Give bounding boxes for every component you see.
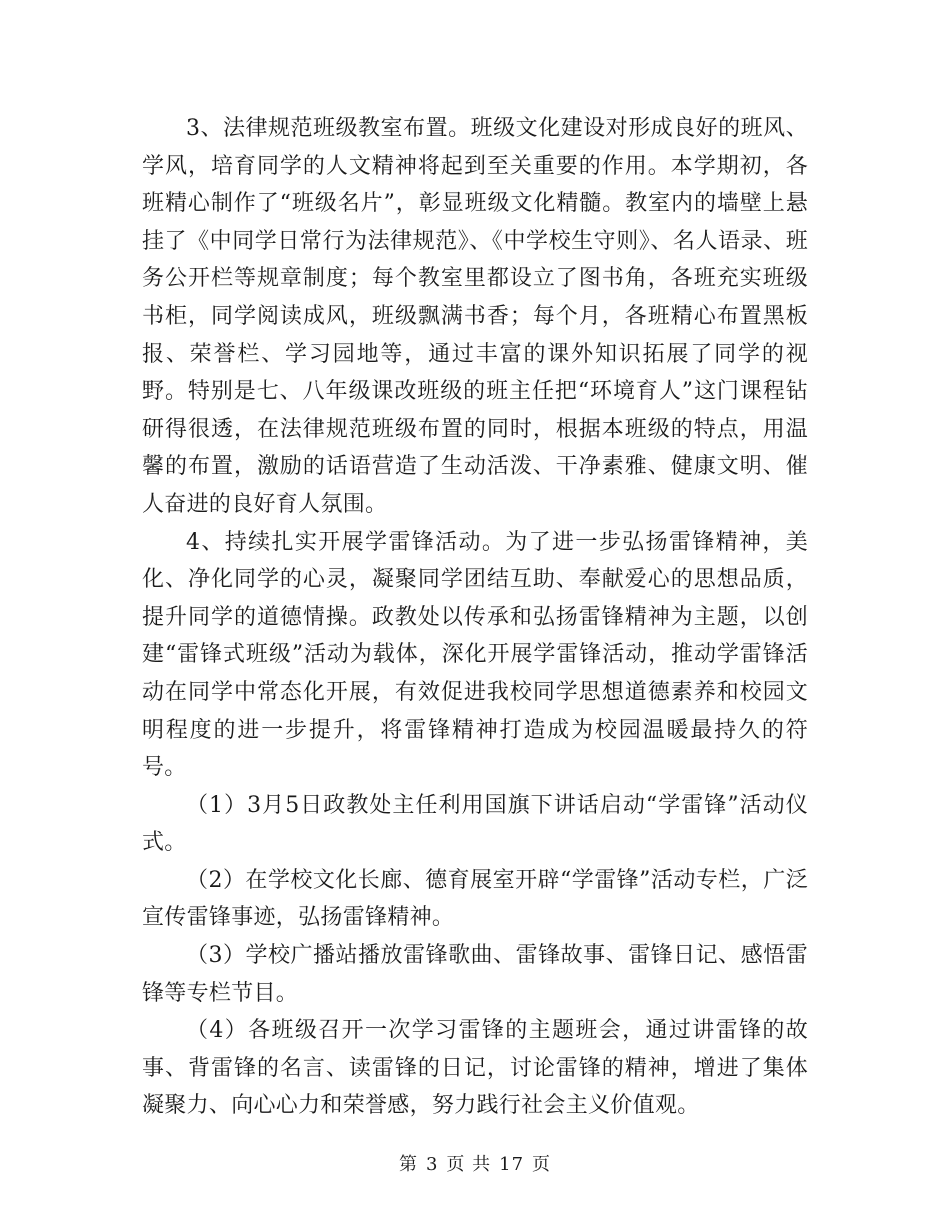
paragraph-lei-feng-activity: 4、持续扎实开展学雷锋活动。为了进一步弘扬雷锋精神，美化、净化同学的心灵，凝聚同学团结互助、奉献爱心的思想品质，提升同学的道德情操。政教处以传承和弘扬雷锋精神为主题，以创建“雷锋式班级”活动为载体，深化开展学雷锋活动，推动学雷锋活动在同学中常态化开展，有效促进我校同学思想道德素养和校园文明程度的进一步提升，将雷锋精神打造成为校园温暖最持久的符号。 — [142, 529, 808, 781]
document-body — [142, 110, 808, 1125]
footer-total-pages: 17 — [499, 1154, 525, 1175]
list-item-1: （1）3月5日政教处主任利用国旗下讲话启动“学雷锋”活动仪式。 — [142, 792, 808, 856]
list-item-3: （3）学校广播站播放雷锋歌曲、雷锋故事、雷锋日记、感悟雷锋等专栏节目。 — [142, 943, 808, 1006]
footer-prefix: 第 — [398, 1154, 418, 1175]
footer-suffix: 页 — [532, 1154, 552, 1175]
footer-middle: 页 共 — [446, 1154, 492, 1175]
list-item-2: （2）在学校文化长廊、德育展室开辟“学雷锋”活动专栏，广泛宣传雷锋事迹，弘扬雷锋精神。 — [142, 867, 808, 931]
page-number-footer — [0, 1150, 950, 1176]
list-item-4: （4）各班级召开一次学习雷锋的主题班会，通过讲雷锋的故事、背雷锋的名言、读雷锋的日记，讨论雷锋的精神，增进了集体凝聚力、向心心力和荣誉感，努力践行社会主义价值观。 — [142, 1018, 808, 1119]
paragraph-classroom-layout: 3、法律规范班级教室布置。班级文化建设对形成良好的班风、学风，培育同学的人文精神将起到至关重要的作用。本学期初，各班精心制作了“班级名片”，彰显班级文化精髓。教室内的墙壁上悬挂了《中同学日常行为法律规范》、《中学校生守则》、名人语录、班务公开栏等规章制度；每个教室里都设立了图书角，各班充实班级书柜，同学阅读成风，班级飘满书香；每个月，各班精心布置黑板报、荣誉栏、学习园地等，通过丰富的课外知识拓展了同学的视野。特别是七、八年级课改班级的班主任把“环境育人”这门课程钻研得很透，在法律规范班级布置的同时，根据本班级的特点，用温馨的布置，激励的话语营造了生动活泼、干净素雅、健康文明、催人奋进的良好育人氛围。 — [142, 116, 808, 517]
footer-current-page: 3 — [425, 1154, 439, 1175]
